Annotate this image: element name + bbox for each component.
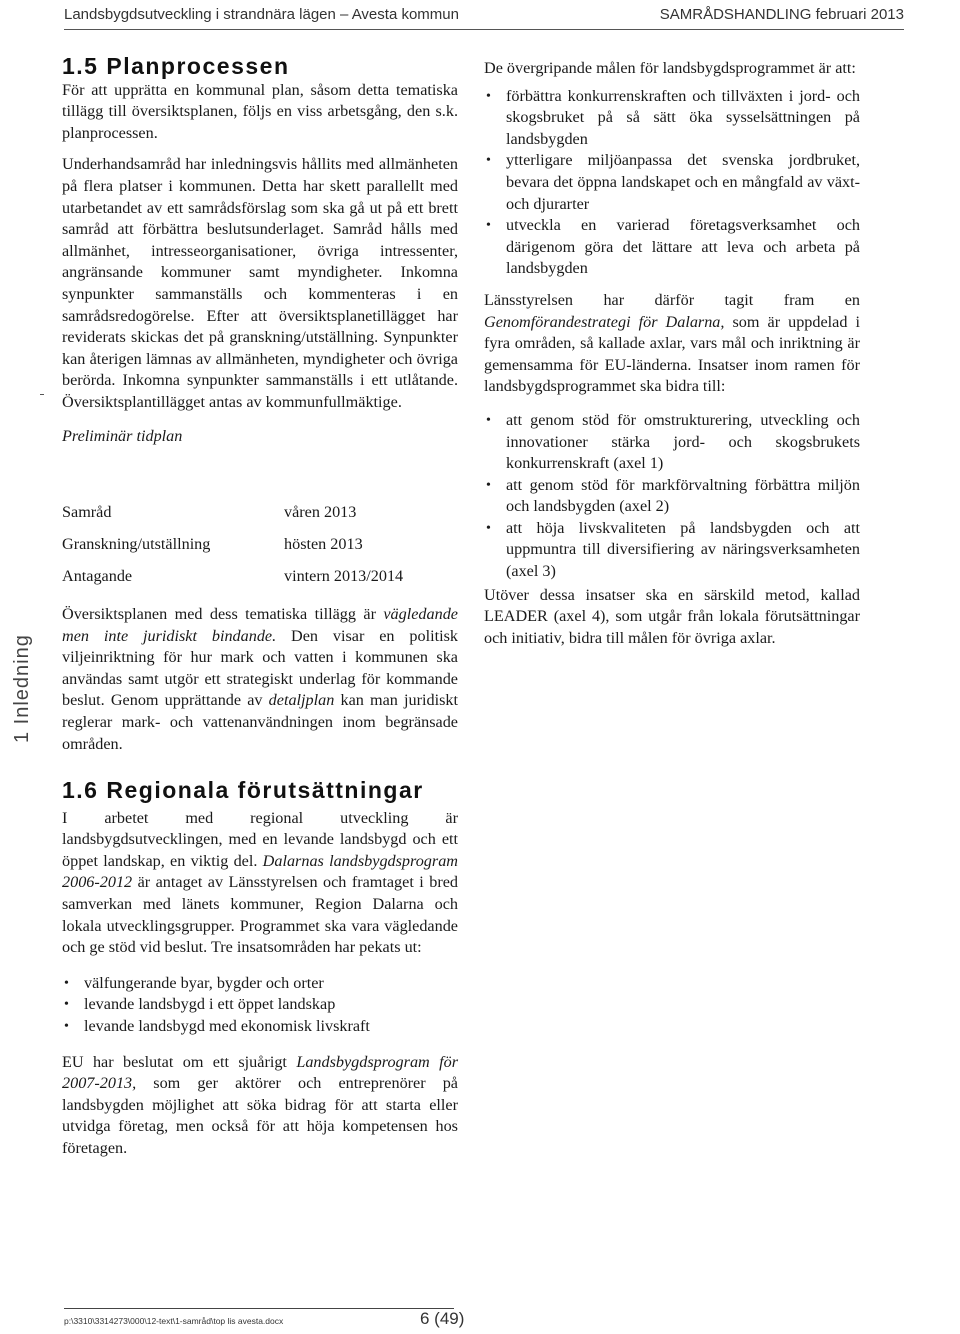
paragraph: Översiktsplanen med dess tematiska tillägg är vägledande men inte juridiskt bindande. Den visar en politisk viljeinriktning för hur mark och vatten i kommunen ska användas samt utgör ett strategiskt underlag för kommande beslut. Genom upprättande av detaljplan kan man juridiskt reglerar mark- och vattenanvändningen inom begränsade områden. <box>62 605 458 753</box>
paragraph: I arbetet med regional utveckling är landsbygdsutvecklingen, med en levande landsbygd och ett öppet landskap, en viktig del. Dalarnas landsbygdsprogram 2006-2012 är antaget av Länsstyrelsen och framtaget i bred samverkan med länets kommuner, Region Dalarna och lokala utvecklingsgrupper. Programmet ska vara vägledande och ge stöd vid beslut. Tre insatsområden har pekats ut: <box>62 808 458 957</box>
header-status: SAMRÅDSHANDLING februari 2013 <box>659 6 904 23</box>
section-1-5 <box>62 53 458 447</box>
paragraph: Länsstyrelsen har därför tagit fram en Genomförandestrategi för Dalarna, som är uppdelad i fyra områden, så kallade axlar, vars mål och inriktning är gemensamma för EU-länderna. Insatser inom ramen för landsbygdsprogrammet ska bidra till: <box>484 290 860 396</box>
schedule-value: hösten 2013 <box>284 535 363 553</box>
schedule-label: Samråd <box>62 503 112 521</box>
section-1-6 <box>62 777 458 1160</box>
footer-file-path: p:\3310\3314273\000\12-text\1-samråd\top lis avesta.docx <box>64 1316 284 1326</box>
section-heading: 1.6 Regionala förutsättningar <box>62 777 424 803</box>
schedule-value: vintern 2013/2014 <box>284 567 404 585</box>
list-item: • utveckla en varierad företagsverksamhet och därigenom göra det lättare att leva och arbeta på landsbygden <box>484 215 860 280</box>
schedule-value: våren 2013 <box>284 503 357 521</box>
focus-area-list <box>62 973 458 1038</box>
schedule-label: Granskning/utställning <box>62 535 211 553</box>
header-rule <box>64 29 904 30</box>
goals-list <box>484 86 860 280</box>
paragraph: Underhandsamråd har inledningsvis hållits med allmänheten på flera platser i kommunen. Detta har skett parallellt med utarbetandet av ett samrådsförslag som ska gå ut på ett brett samråd att förbättra beslutsunderlaget. Samråd hålls med allmänhet, intresseorganisationer, övriga intressenter, angränsande kommuner samt myndigheter. Inkomna synpunkter sammanställs och kommenteras i en samrådsredogörelse. Efter att översiktsplanetillägget har reviderats skickas det på granskning/utställning. Synpunkter kan återigen lämnas av allmänheten, myndigheter och övriga berörda. Inkomna synpunkter sammanställs i ett utlåtande. Översiktsplantillägget antas av kommunfullmäktige. <box>62 155 458 411</box>
margin-mark <box>40 394 44 395</box>
list-item: • att genom stöd för omstrukturering, utveckling och innovationer stärka jord- och skogsbrukets konkurrenskraft (axel 1) <box>484 410 860 475</box>
paragraph: Utöver dessa insatser ska en särskild metod, kallad LEADER (axel 4), som utgår från lokala förutsättningar och initiativ, bidra till målen för övriga axlar. <box>484 585 860 647</box>
list-item: • levande landsbygd i ett öppet landskap <box>62 994 458 1016</box>
right-column <box>484 58 860 649</box>
list-item: • levande landsbygd med ekonomisk livskraft <box>62 1016 458 1038</box>
list-item: • välfungerande byar, bygder och orter <box>62 973 458 995</box>
paragraph: EU har beslutat om ett sjuårigt Landsbygdsprogram för 2007-2013, som ger aktörer och entreprenörer på landsbygden möjlighet att söka bidrag för att starta eller utvidga företag, men också för att höja kompetensen hos företagen. <box>62 1052 458 1157</box>
axes-list <box>484 410 860 583</box>
list-item: • förbättra konkurrenskraften och tillväxten i jord- och skogsbruket på så sätt öka sysselsättningen på landsbygden <box>484 86 860 151</box>
paragraph: De övergripande målen för landsbygdsprogrammet är att: <box>484 59 856 77</box>
section-heading: 1.5 Planprocessen <box>62 53 290 79</box>
header-title: Landsbygdsutveckling i strandnära lägen – Avesta kommun <box>64 6 459 23</box>
page-header <box>64 6 904 28</box>
section-1-5-closing <box>62 604 458 755</box>
list-item: • ytterligare miljöanpassa det svenska jordbruket, bevara det öppna landskapet och en mångfald av växt- och djurarter <box>484 150 860 215</box>
schedule-label: Antagande <box>62 567 133 585</box>
paragraph: För att upprätta en kommunal plan, såsom detta tematiska tillägg till översiktsplanen, följs en viss arbetsgång, den s.k. planprocessen. <box>62 80 458 142</box>
list-item: • att genom stöd för markförvaltning förbättra miljön och landsbygden (axel 2) <box>484 475 860 518</box>
footer-rule <box>64 1308 454 1309</box>
page-number: 6 (49) <box>420 1309 465 1328</box>
schedule-title: Preliminär tidplan <box>62 426 183 445</box>
list-item: • att höja livskvaliteten på landsbygden och att uppmuntra till diversifiering av näringsverksamheten (axel 3) <box>484 518 860 583</box>
chapter-side-tab: 1 Inledning <box>11 634 33 743</box>
